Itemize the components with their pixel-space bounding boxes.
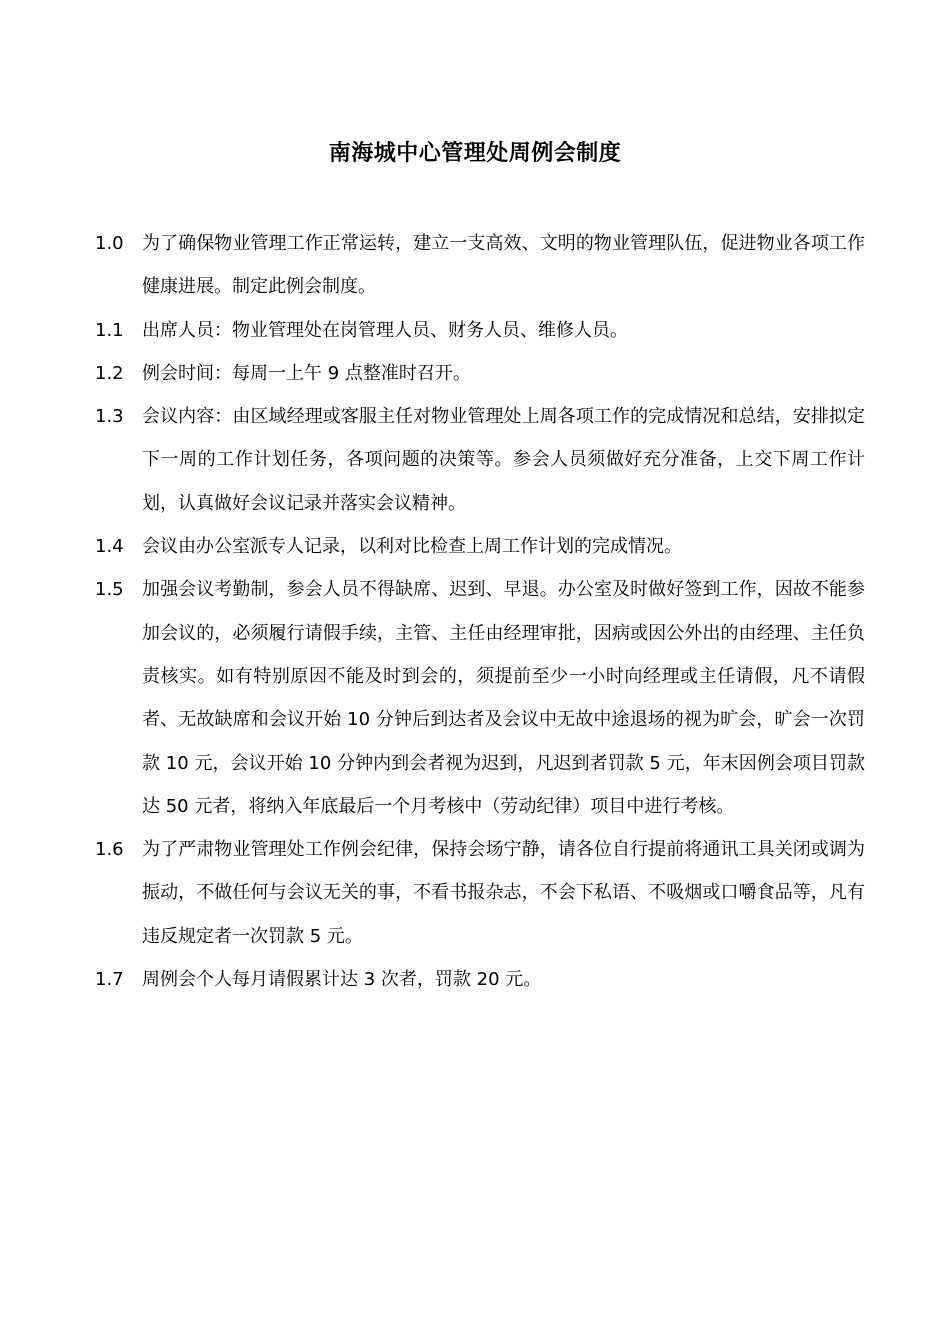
- clause-number: 1.1: [95, 319, 124, 341]
- clause-1-2: [95, 352, 865, 395]
- document-title: 南海城中心管理处周例会制度: [328, 141, 622, 166]
- clause-1-4: [95, 525, 865, 568]
- clause-number: 1.7: [95, 969, 124, 991]
- clause-1-0: [95, 222, 865, 309]
- clause-text: 为了严肃物业管理处工作例会纪律，保持会场宁静，请各位自行提前将通讯工具关闭或调为振动，不做任何与会议无关的事，不看书报杂志，不会下私语、不吸烟或口嚼食品等，凡有违反规定者一次罚款 5 元。: [142, 839, 865, 947]
- clause-number: 1.3: [95, 406, 124, 428]
- clause-text: 周例会个人每月请假累计达 3 次者，罚款 20 元。: [142, 969, 542, 991]
- clause-number: 1.0: [95, 233, 124, 254]
- clause-number: 1.4: [95, 536, 124, 558]
- clause-number: 1.6: [95, 839, 124, 861]
- clause-1-6: [95, 828, 865, 958]
- clause-text: 例会时间：每周一上午 9 点整准时召开。: [142, 362, 471, 384]
- clause-text: 出席人员：物业管理处在岗管理人员、财务人员、维修人员。: [142, 319, 628, 341]
- clause-1-3: [95, 395, 865, 525]
- clause-1-5: [95, 568, 865, 828]
- clause-list: [95, 222, 865, 1001]
- clause-text: 会议内容：由区域经理或客服主任对物业管理处上周各项工作的完成情况和总结，安排拟定下一周的工作计划任务，各项问题的决策等。参会人员须做好充分准备，上交下周工作计划，认真做好会议记录并落实会议精神。: [142, 406, 865, 514]
- clause-text: 加强会议考勤制，参会人员不得缺席、迟到、早退。办公室及时做好签到工作，因故不能参加会议的，必须履行请假手续，主管、主任由经理审批，因病或因公外出的由经理、主任负责核实。如有特别原因不能及时到会的，须提前至少一小时向经理或主任请假，凡不请假者、无故缺席和会议开始 10 分钟后到达者及会议中无故中途退场的视为旷会，旷会一次罚款 10 元，会议开始 10 分钟内到会者视为迟到，凡迟到者罚款 5 元，年末因例会项目罚款达 50 元者，将纳入年底最后一个月考核中（劳动纪律）项目中进行考核。: [142, 579, 865, 817]
- clause-number: 1.5: [95, 579, 124, 601]
- clause-text: 为了确保物业管理工作正常运转，建立一支高效、文明的物业管理队伍，促进物业各项工作健康进展。制定此例会制度。: [142, 233, 865, 298]
- clause-number: 1.2: [95, 362, 124, 384]
- clause-1-7: [95, 958, 865, 1001]
- clause-1-1: [95, 309, 865, 352]
- clause-text: 会议由办公室派专人记录，以利对比检查上周工作计划的完成情况。: [142, 536, 682, 558]
